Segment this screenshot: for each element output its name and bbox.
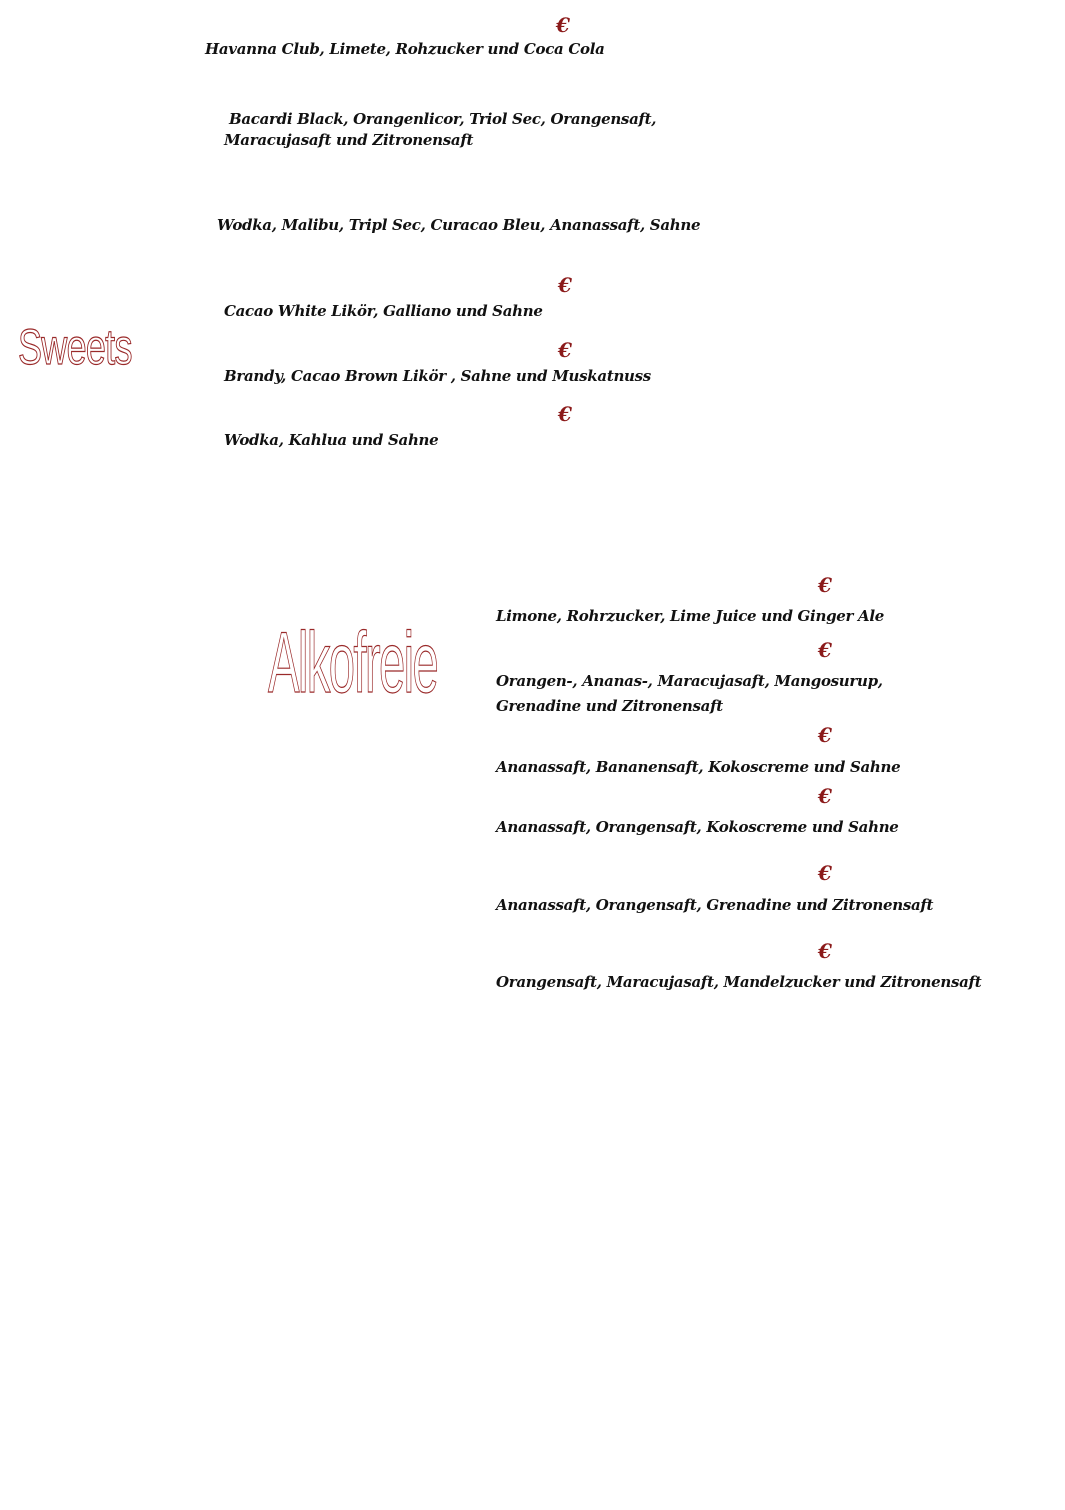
menu-item-ingredients: Maracujasaft und Zitronensaft	[224, 131, 474, 149]
price-euro-symbol: €	[558, 402, 572, 426]
price-euro-symbol: €	[818, 861, 832, 885]
price-euro-symbol: €	[558, 338, 572, 362]
menu-item-ingredients: Ananassaft, Orangensaft, Kokoscreme und Sahne	[496, 818, 899, 836]
menu-item-ingredients: Bacardi Black, Orangenlicor, Triol Sec, Orangensaft,	[229, 110, 657, 128]
price-euro-symbol: €	[818, 638, 832, 662]
menu-item-ingredients: Grenadine und Zitronensaft	[496, 697, 723, 715]
menu-item-ingredients: Wodka, Kahlua und Sahne	[224, 431, 439, 449]
menu-item-ingredients: Limone, Rohrzucker, Lime Juice und Ginger Ale	[496, 607, 884, 625]
price-euro-symbol: €	[818, 939, 832, 963]
price-euro-symbol: €	[818, 573, 832, 597]
price-euro-symbol: €	[558, 273, 572, 297]
price-euro-symbol: €	[818, 723, 832, 747]
menu-item-ingredients: Wodka, Malibu, Tripl Sec, Curacao Bleu, Ananassaft, Sahne	[217, 216, 701, 234]
menu-item-ingredients: Orangensaft, Maracujasaft, Mandelzucker und Zitronensaft	[496, 973, 982, 991]
section-title-sweets: Sweets	[18, 319, 132, 375]
price-euro-symbol: €	[556, 13, 570, 37]
menu-item-ingredients: Orangen-, Ananas-, Maracujasaft, Mangosurup,	[496, 672, 883, 690]
menu-item-ingredients: Havanna Club, Limete, Rohzucker und Coca Cola	[205, 40, 605, 58]
price-euro-symbol: €	[818, 784, 832, 808]
section-title-alkofreie: Alkofreie	[268, 615, 438, 711]
menu-item-ingredients: Ananassaft, Orangensaft, Grenadine und Zitronensaft	[496, 896, 934, 914]
menu-item-ingredients: Cacao White Likör, Galliano und Sahne	[224, 302, 543, 320]
menu-item-ingredients: Ananassaft, Bananensaft, Kokoscreme und Sahne	[496, 758, 901, 776]
menu-item-ingredients: Brandy, Cacao Brown Likör , Sahne und Muskatnuss	[224, 367, 651, 385]
